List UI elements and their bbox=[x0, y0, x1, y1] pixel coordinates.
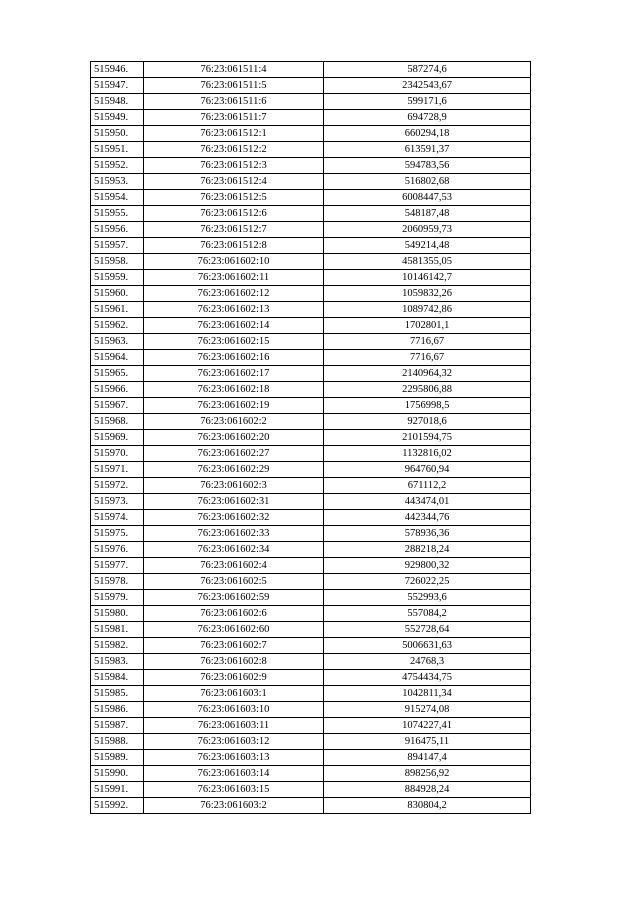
cadastral-number: 76:23:061602:6 bbox=[144, 606, 324, 622]
table-row bbox=[91, 414, 531, 430]
row-number: 515981. bbox=[91, 622, 144, 638]
cadastral-number: 76:23:061512:4 bbox=[144, 174, 324, 190]
cadastral-number: 76:23:061603:1 bbox=[144, 686, 324, 702]
cadastral-number: 76:23:061603:14 bbox=[144, 766, 324, 782]
cadastral-number: 76:23:061602:20 bbox=[144, 430, 324, 446]
cadastral-value: 5006631,63 bbox=[324, 638, 531, 654]
cadastral-value: 694728,9 bbox=[324, 110, 531, 126]
cadastral-number: 76:23:061602:59 bbox=[144, 590, 324, 606]
cadastral-number: 76:23:061603:13 bbox=[144, 750, 324, 766]
cadastral-value: 1132816,02 bbox=[324, 446, 531, 462]
cadastral-number: 76:23:061603:11 bbox=[144, 718, 324, 734]
cadastral-value: 288218,24 bbox=[324, 542, 531, 558]
cadastral-number: 76:23:061602:32 bbox=[144, 510, 324, 526]
table-row bbox=[91, 590, 531, 606]
cadastral-number: 76:23:061602:18 bbox=[144, 382, 324, 398]
table-row bbox=[91, 766, 531, 782]
row-number: 515986. bbox=[91, 702, 144, 718]
row-number: 515984. bbox=[91, 670, 144, 686]
cadastral-value: 898256,92 bbox=[324, 766, 531, 782]
row-number: 515962. bbox=[91, 318, 144, 334]
cadastral-value-table bbox=[90, 61, 531, 814]
row-number: 515992. bbox=[91, 798, 144, 814]
row-number: 515965. bbox=[91, 366, 144, 382]
cadastral-number: 76:23:061602:10 bbox=[144, 254, 324, 270]
table-row bbox=[91, 462, 531, 478]
cadastral-value: 599171,6 bbox=[324, 94, 531, 110]
table-row bbox=[91, 270, 531, 286]
cadastral-value: 549214,48 bbox=[324, 238, 531, 254]
cadastral-number: 76:23:061511:4 bbox=[144, 62, 324, 78]
table-row bbox=[91, 718, 531, 734]
table-row bbox=[91, 110, 531, 126]
cadastral-value: 587274,6 bbox=[324, 62, 531, 78]
cadastral-number: 76:23:061602:27 bbox=[144, 446, 324, 462]
cadastral-number: 76:23:061602:19 bbox=[144, 398, 324, 414]
cadastral-value: 442344,76 bbox=[324, 510, 531, 526]
row-number: 515978. bbox=[91, 574, 144, 590]
row-number: 515954. bbox=[91, 190, 144, 206]
cadastral-number: 76:23:061512:1 bbox=[144, 126, 324, 142]
row-number: 515968. bbox=[91, 414, 144, 430]
row-number: 515990. bbox=[91, 766, 144, 782]
row-number: 515969. bbox=[91, 430, 144, 446]
cadastral-number: 76:23:061603:12 bbox=[144, 734, 324, 750]
cadastral-number: 76:23:061602:5 bbox=[144, 574, 324, 590]
table-row bbox=[91, 638, 531, 654]
table-row bbox=[91, 286, 531, 302]
table-row bbox=[91, 334, 531, 350]
table-row bbox=[91, 542, 531, 558]
table-row bbox=[91, 190, 531, 206]
row-number: 515946. bbox=[91, 62, 144, 78]
cadastral-value: 516802,68 bbox=[324, 174, 531, 190]
table-row bbox=[91, 126, 531, 142]
row-number: 515982. bbox=[91, 638, 144, 654]
cadastral-value: 2140964,32 bbox=[324, 366, 531, 382]
table-row bbox=[91, 398, 531, 414]
table-row bbox=[91, 174, 531, 190]
cadastral-number: 76:23:061602:60 bbox=[144, 622, 324, 638]
row-number: 515983. bbox=[91, 654, 144, 670]
row-number: 515985. bbox=[91, 686, 144, 702]
cadastral-number: 76:23:061602:29 bbox=[144, 462, 324, 478]
cadastral-value: 1702801,1 bbox=[324, 318, 531, 334]
row-number: 515952. bbox=[91, 158, 144, 174]
cadastral-value: 557084,2 bbox=[324, 606, 531, 622]
cadastral-number: 76:23:061602:11 bbox=[144, 270, 324, 286]
table-row bbox=[91, 750, 531, 766]
cadastral-value: 4581355,05 bbox=[324, 254, 531, 270]
cadastral-value: 1059832,26 bbox=[324, 286, 531, 302]
cadastral-value: 2342543,67 bbox=[324, 78, 531, 94]
table-row bbox=[91, 302, 531, 318]
cadastral-number: 76:23:061602:9 bbox=[144, 670, 324, 686]
cadastral-number: 76:23:061602:2 bbox=[144, 414, 324, 430]
cadastral-number: 76:23:061602:33 bbox=[144, 526, 324, 542]
cadastral-number: 76:23:061602:17 bbox=[144, 366, 324, 382]
row-number: 515956. bbox=[91, 222, 144, 238]
row-number: 515953. bbox=[91, 174, 144, 190]
row-number: 515974. bbox=[91, 510, 144, 526]
cadastral-value: 6008447,53 bbox=[324, 190, 531, 206]
cadastral-number: 76:23:061603:10 bbox=[144, 702, 324, 718]
cadastral-value: 578936,36 bbox=[324, 526, 531, 542]
table-row bbox=[91, 494, 531, 510]
row-number: 515973. bbox=[91, 494, 144, 510]
cadastral-number: 76:23:061512:8 bbox=[144, 238, 324, 254]
row-number: 515963. bbox=[91, 334, 144, 350]
cadastral-number: 76:23:061512:6 bbox=[144, 206, 324, 222]
cadastral-value: 4754434,75 bbox=[324, 670, 531, 686]
table-row bbox=[91, 62, 531, 78]
cadastral-value: 1074227,41 bbox=[324, 718, 531, 734]
table-row bbox=[91, 606, 531, 622]
cadastral-number: 76:23:061602:34 bbox=[144, 542, 324, 558]
cadastral-value: 2295806,88 bbox=[324, 382, 531, 398]
table-row bbox=[91, 526, 531, 542]
row-number: 515972. bbox=[91, 478, 144, 494]
cadastral-value: 2060959,73 bbox=[324, 222, 531, 238]
row-number: 515955. bbox=[91, 206, 144, 222]
cadastral-value: 660294,18 bbox=[324, 126, 531, 142]
table-row bbox=[91, 798, 531, 814]
row-number: 515967. bbox=[91, 398, 144, 414]
cadastral-number: 76:23:061602:4 bbox=[144, 558, 324, 574]
cadastral-number: 76:23:061602:12 bbox=[144, 286, 324, 302]
cadastral-value: 915274,08 bbox=[324, 702, 531, 718]
row-number: 515989. bbox=[91, 750, 144, 766]
table-row bbox=[91, 350, 531, 366]
table-row bbox=[91, 734, 531, 750]
row-number: 515964. bbox=[91, 350, 144, 366]
table-row bbox=[91, 254, 531, 270]
table-row bbox=[91, 238, 531, 254]
row-number: 515979. bbox=[91, 590, 144, 606]
table-row bbox=[91, 478, 531, 494]
table-row bbox=[91, 78, 531, 94]
cadastral-number: 76:23:061602:15 bbox=[144, 334, 324, 350]
table-row bbox=[91, 446, 531, 462]
cadastral-number: 76:23:061602:31 bbox=[144, 494, 324, 510]
row-number: 515966. bbox=[91, 382, 144, 398]
cadastral-value: 929800,32 bbox=[324, 558, 531, 574]
cadastral-value: 1756998,5 bbox=[324, 398, 531, 414]
table-row bbox=[91, 574, 531, 590]
table-row bbox=[91, 558, 531, 574]
row-number: 515961. bbox=[91, 302, 144, 318]
table-row bbox=[91, 430, 531, 446]
cadastral-number: 76:23:061512:3 bbox=[144, 158, 324, 174]
cadastral-value: 927018,6 bbox=[324, 414, 531, 430]
table-row bbox=[91, 654, 531, 670]
table-row bbox=[91, 702, 531, 718]
row-number: 515947. bbox=[91, 78, 144, 94]
table-body bbox=[91, 62, 531, 814]
table-row bbox=[91, 142, 531, 158]
cadastral-value: 548187,48 bbox=[324, 206, 531, 222]
cadastral-value: 7716,67 bbox=[324, 334, 531, 350]
table-row bbox=[91, 670, 531, 686]
table-row bbox=[91, 222, 531, 238]
cadastral-value: 2101594,75 bbox=[324, 430, 531, 446]
cadastral-number: 76:23:061511:6 bbox=[144, 94, 324, 110]
cadastral-value: 24768,3 bbox=[324, 654, 531, 670]
cadastral-number: 76:23:061602:3 bbox=[144, 478, 324, 494]
cadastral-number: 76:23:061511:7 bbox=[144, 110, 324, 126]
cadastral-value: 613591,37 bbox=[324, 142, 531, 158]
cadastral-value: 1042811,34 bbox=[324, 686, 531, 702]
table-row bbox=[91, 366, 531, 382]
table-row bbox=[91, 94, 531, 110]
cadastral-value: 894147,4 bbox=[324, 750, 531, 766]
cadastral-value: 552993,6 bbox=[324, 590, 531, 606]
cadastral-number: 76:23:061603:15 bbox=[144, 782, 324, 798]
cadastral-value: 1089742,86 bbox=[324, 302, 531, 318]
row-number: 515988. bbox=[91, 734, 144, 750]
cadastral-number: 76:23:061512:7 bbox=[144, 222, 324, 238]
cadastral-value: 671112,2 bbox=[324, 478, 531, 494]
cadastral-number: 76:23:061602:16 bbox=[144, 350, 324, 366]
cadastral-number: 76:23:061512:5 bbox=[144, 190, 324, 206]
row-number: 515948. bbox=[91, 94, 144, 110]
cadastral-value: 830804,2 bbox=[324, 798, 531, 814]
row-number: 515949. bbox=[91, 110, 144, 126]
cadastral-number: 76:23:061602:13 bbox=[144, 302, 324, 318]
table-row bbox=[91, 158, 531, 174]
cadastral-value: 443474,01 bbox=[324, 494, 531, 510]
table-row bbox=[91, 782, 531, 798]
cadastral-value: 594783,56 bbox=[324, 158, 531, 174]
row-number: 515959. bbox=[91, 270, 144, 286]
cadastral-number: 76:23:061603:2 bbox=[144, 798, 324, 814]
cadastral-value: 552728,64 bbox=[324, 622, 531, 638]
cadastral-number: 76:23:061512:2 bbox=[144, 142, 324, 158]
cadastral-number: 76:23:061511:5 bbox=[144, 78, 324, 94]
table-row bbox=[91, 686, 531, 702]
row-number: 515970. bbox=[91, 446, 144, 462]
row-number: 515975. bbox=[91, 526, 144, 542]
cadastral-value: 884928,24 bbox=[324, 782, 531, 798]
row-number: 515950. bbox=[91, 126, 144, 142]
cadastral-value: 964760,94 bbox=[324, 462, 531, 478]
cadastral-number: 76:23:061602:14 bbox=[144, 318, 324, 334]
row-number: 515991. bbox=[91, 782, 144, 798]
row-number: 515958. bbox=[91, 254, 144, 270]
row-number: 515960. bbox=[91, 286, 144, 302]
row-number: 515987. bbox=[91, 718, 144, 734]
cadastral-value: 10146142,7 bbox=[324, 270, 531, 286]
table-row bbox=[91, 510, 531, 526]
table-row bbox=[91, 382, 531, 398]
row-number: 515976. bbox=[91, 542, 144, 558]
cadastral-value: 726022,25 bbox=[324, 574, 531, 590]
cadastral-value: 916475,11 bbox=[324, 734, 531, 750]
row-number: 515977. bbox=[91, 558, 144, 574]
table-row bbox=[91, 206, 531, 222]
cadastral-number: 76:23:061602:8 bbox=[144, 654, 324, 670]
cadastral-number: 76:23:061602:7 bbox=[144, 638, 324, 654]
cadastral-value: 7716,67 bbox=[324, 350, 531, 366]
row-number: 515980. bbox=[91, 606, 144, 622]
row-number: 515957. bbox=[91, 238, 144, 254]
table-row bbox=[91, 622, 531, 638]
row-number: 515951. bbox=[91, 142, 144, 158]
table-row bbox=[91, 318, 531, 334]
row-number: 515971. bbox=[91, 462, 144, 478]
